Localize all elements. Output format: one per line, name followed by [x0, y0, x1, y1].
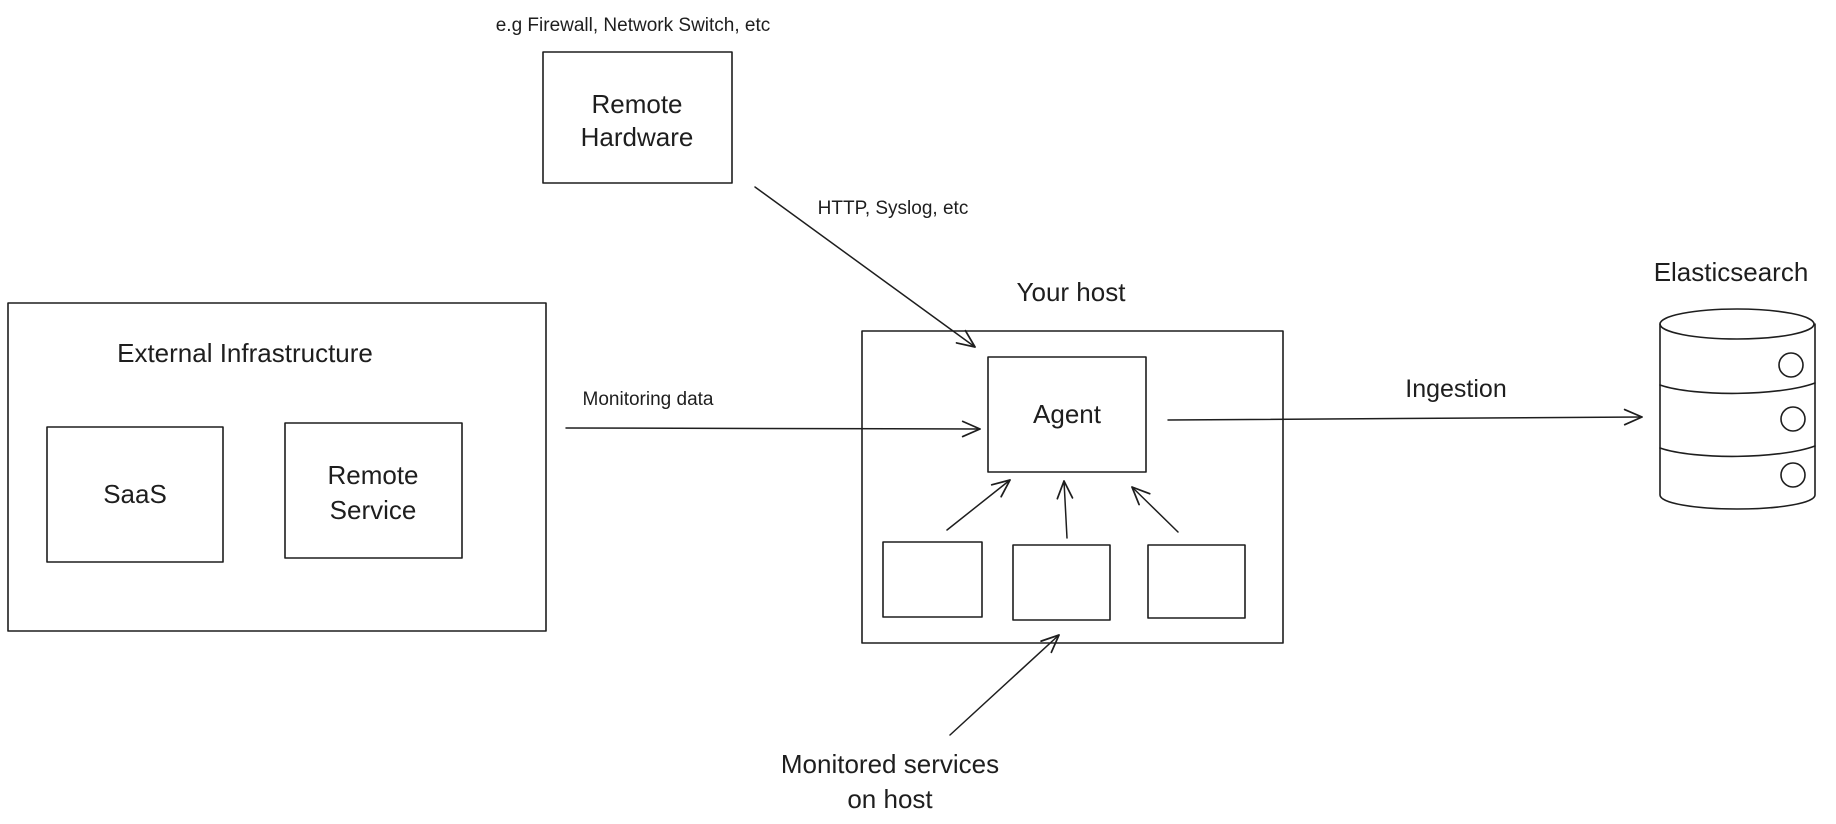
external-infrastructure-title: External Infrastructure — [117, 338, 373, 368]
external-infrastructure-group — [8, 303, 546, 631]
ingestion-edge — [1168, 375, 1642, 420]
database-icon-separator-1 — [1660, 383, 1815, 393]
database-icon-body — [1660, 324, 1815, 509]
ingestion-arrow — [1168, 417, 1642, 420]
elasticsearch-group — [1654, 257, 1815, 509]
your-host-box — [862, 331, 1283, 643]
remote-service-label-line2: Service — [329, 495, 417, 525]
remote-hardware-group — [496, 15, 771, 183]
database-icon-dot-1 — [1779, 353, 1803, 377]
http-syslog-label: HTTP, Syslog, etc — [817, 198, 969, 219]
monitoring-data-edge — [566, 389, 980, 429]
monitored-services-label-line1: Monitored services — [780, 749, 1000, 779]
remote-service-label-line1: Remote — [327, 460, 419, 490]
monitored-service-box-3 — [1148, 545, 1245, 618]
database-icon-dot-3 — [1781, 463, 1805, 487]
http-syslog-edge — [755, 187, 975, 347]
remote-hardware-label-line2: Hardware — [580, 122, 694, 152]
monitored-services-arrow — [950, 635, 1059, 735]
database-icon-top — [1660, 309, 1814, 339]
your-host-label: Your host — [1016, 277, 1126, 307]
remote-hardware-label-line1: Remote — [591, 89, 683, 119]
monitoring-data-label: Monitoring data — [582, 389, 714, 410]
monitoring-data-arrow — [566, 428, 980, 429]
hardware-examples-annotation: e.g Firewall, Network Switch, etc — [495, 15, 771, 36]
database-icon-dot-2 — [1781, 407, 1805, 431]
service-to-agent-arrow-3 — [1132, 487, 1178, 532]
your-host-group — [862, 277, 1283, 643]
ingestion-label: Ingestion — [1405, 375, 1507, 403]
database-icon — [1660, 309, 1815, 509]
service-to-agent-arrow-2 — [1064, 481, 1067, 538]
service-to-agent-arrow-1 — [947, 480, 1010, 530]
monitored-service-box-1 — [883, 542, 982, 617]
monitored-services-annotation-group — [781, 635, 1059, 814]
database-icon-separator-2 — [1660, 446, 1815, 456]
remote-service-box — [285, 423, 462, 558]
monitored-service-box-2 — [1013, 545, 1110, 620]
saas-label: SaaS — [103, 479, 167, 509]
elasticsearch-label: Elasticsearch — [1653, 257, 1809, 287]
agent-label: Agent — [1033, 399, 1101, 429]
monitored-services-label-line2: on host — [847, 784, 933, 814]
